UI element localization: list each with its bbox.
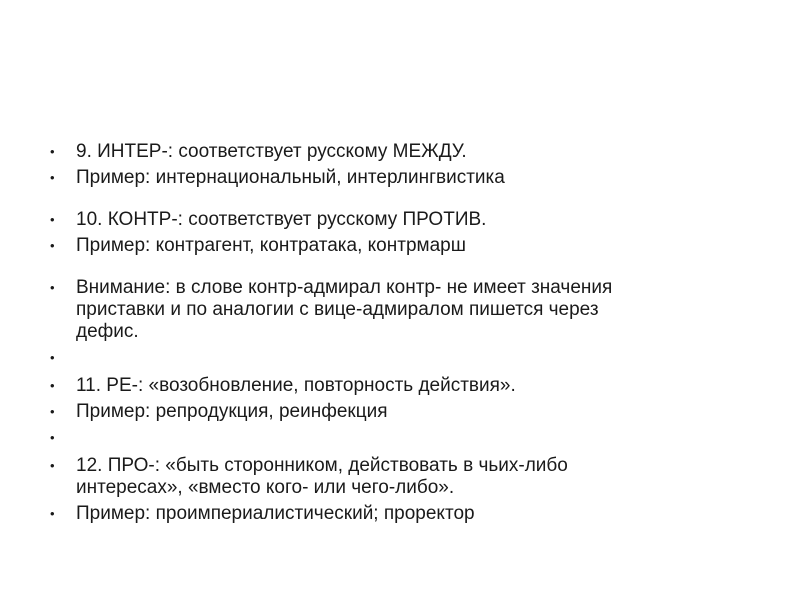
item-text: 10. КОНТР-: соответствует русскому ПРОТИВ. bbox=[76, 209, 487, 230]
list-item-inter bbox=[48, 141, 748, 163]
item-text: Пример: интернациональный, интерлингвистика bbox=[76, 167, 505, 188]
bullet-icon: • bbox=[50, 144, 55, 159]
list-item-empty bbox=[48, 347, 748, 371]
list-item-re-example bbox=[48, 401, 748, 423]
list-item-inter-example bbox=[48, 167, 748, 189]
item-text: Пример: контрагент, контратака, контрмарш bbox=[76, 235, 466, 256]
bullet-icon: • bbox=[50, 212, 55, 227]
list-item-re bbox=[48, 375, 748, 397]
list-item-note bbox=[48, 277, 748, 343]
bullet-icon: • bbox=[50, 378, 55, 393]
bullet-icon: • bbox=[50, 238, 55, 253]
list-item-kontr-example bbox=[48, 235, 748, 257]
note-line: дефис. bbox=[76, 321, 139, 342]
bullet-icon: • bbox=[50, 458, 55, 473]
item-text: Пример: проимпериалистический; проректор bbox=[76, 503, 475, 524]
bullet-icon: • bbox=[50, 430, 55, 445]
bullet-list bbox=[48, 141, 748, 525]
bullet-icon: • bbox=[50, 170, 55, 185]
item-text: 9. ИНТЕР-: соответствует русскому МЕЖДУ. bbox=[76, 141, 467, 162]
item-text: 11. РЕ-: «возобновление, повторность действия». bbox=[76, 375, 516, 396]
bullet-icon: • bbox=[50, 280, 55, 295]
list-item-kontr bbox=[48, 209, 748, 231]
note-line: Внимание: в слове контр-адмирал контр- не имеет значения bbox=[76, 277, 613, 298]
item-text: Пример: репродукция, реинфекция bbox=[76, 401, 388, 422]
list-item-pro bbox=[48, 455, 748, 499]
list-item-empty bbox=[48, 427, 748, 451]
bullet-icon: • bbox=[50, 350, 55, 365]
list-item-pro-example bbox=[48, 503, 748, 525]
note-line: приставки и по аналогии с вице-адмиралом пишется через bbox=[76, 299, 599, 320]
bullet-icon: • bbox=[50, 506, 55, 521]
pro-line: интересах», «вместо кого- или чего-либо». bbox=[76, 477, 455, 498]
bullet-icon: • bbox=[50, 404, 55, 419]
pro-line: 12. ПРО-: «быть сторонником, действовать в чьих-либо bbox=[76, 455, 568, 476]
